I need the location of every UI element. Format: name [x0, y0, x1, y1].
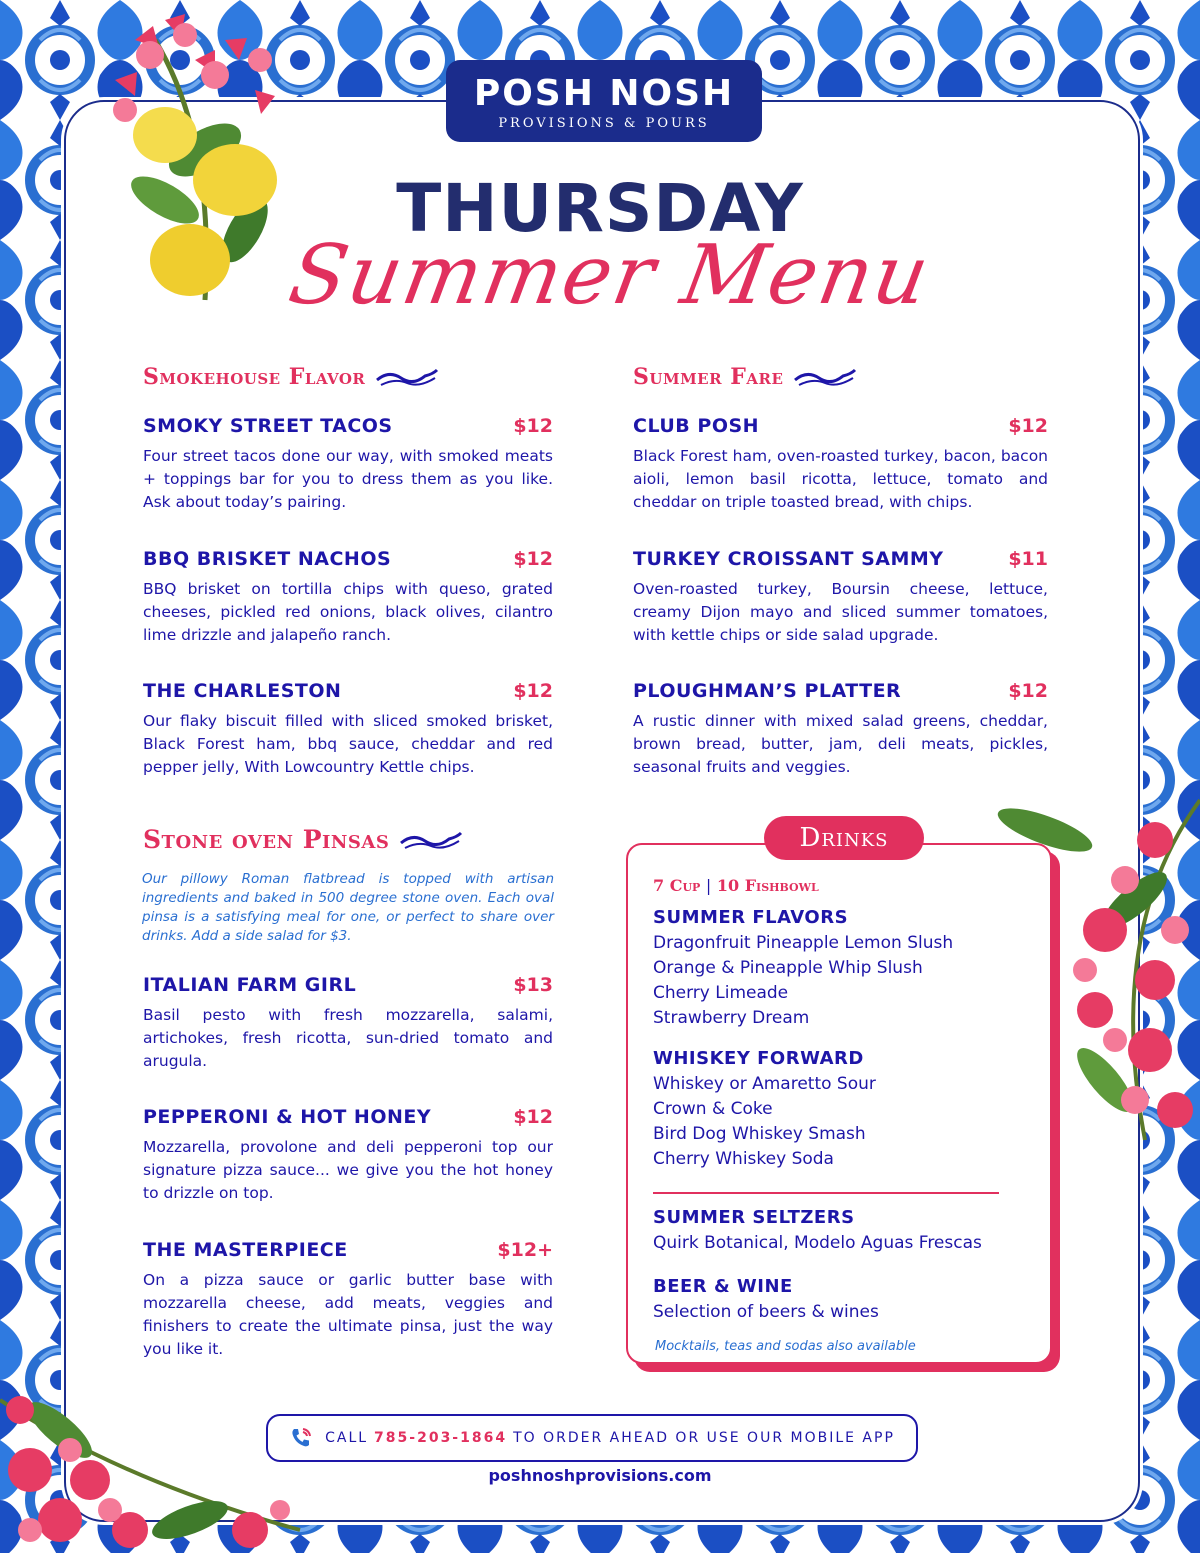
item-name: SMOKY STREET TACOS: [143, 415, 393, 437]
drink-item: Cherry Whiskey Soda: [653, 1149, 834, 1169]
item-name: BBQ BRISKET NACHOS: [143, 548, 392, 570]
drink-group-title: SUMMER SELTZERS: [653, 1207, 855, 1228]
item-price: $12: [513, 415, 553, 437]
brand-logo: [446, 60, 762, 142]
drink-item: Strawberry Dream: [653, 1008, 810, 1028]
drink-group-beer-wine: [653, 1276, 1013, 1325]
item-description: Four street tacos done our way, with smoked meats + toppings bar for you to dress them as you like. Ask about today’s pairing.: [143, 447, 553, 511]
bottom-flower-decoration-icon: [0, 1370, 320, 1553]
drink-item: Crown & Coke: [653, 1099, 773, 1119]
item-price: $12: [513, 548, 553, 570]
item-price: $12: [1008, 680, 1048, 702]
item-price: $12+: [497, 1239, 553, 1261]
section-heading-pinsas: [143, 825, 463, 854]
drink-item: Quirk Botanical, Modelo Aguas Frescas: [653, 1233, 982, 1253]
drinks-divider: [653, 1192, 999, 1194]
menu-script-title: Summer Menu: [282, 228, 938, 323]
item-name: THE MASTERPIECE: [143, 1239, 348, 1261]
phone-number-link[interactable]: 785-203-1864: [374, 1430, 508, 1446]
section-heading-text: Summer Fare: [633, 364, 784, 390]
drink-item: Cherry Limeade: [653, 983, 789, 1003]
item-description: Mozzarella, provolone and deli pepperoni top our signature pizza sauce... we give you the hot honey to drizzle on top.: [143, 1138, 553, 1202]
section-heading-text: Smokehouse Flavor: [143, 364, 366, 390]
item-name: THE CHARLESTON: [143, 680, 342, 702]
item-price: $12: [513, 680, 553, 702]
wave-flourish-icon: [399, 829, 463, 851]
item-description: Our flaky biscuit filled with sliced smoked brisket, Black Forest ham, bbq sauce, cheddar and red pepper jelly, With Lowcountry Kettle chips.: [143, 712, 553, 776]
brand-name: POSH NOSH: [473, 73, 735, 114]
item-description: On a pizza sauce or garlic butter base with mozzarella cheese, add meats, veggies and finishers to create the ultimate pinsa, just the way you like it.: [143, 1271, 553, 1358]
item-price: $12: [1008, 415, 1048, 437]
size-separator: |: [705, 876, 712, 895]
menu-day-title: THURSDAY: [396, 170, 804, 247]
size-cup: 7 Cup: [653, 876, 701, 895]
menu-item: [143, 415, 553, 514]
drink-item: Bird Dog Whiskey Smash: [653, 1124, 866, 1144]
item-price: $13: [513, 974, 553, 996]
item-description: Basil pesto with fresh mozzarella, salami, artichokes, fresh ricotta, sun-dried tomato and arugula.: [143, 1006, 553, 1070]
drink-group-title: BEER & WINE: [653, 1276, 793, 1297]
size-fishbowl: 10 Fishbowl: [716, 876, 819, 895]
item-description: Black Forest ham, oven-roasted turkey, bacon, bacon aioli, lemon basil ricotta, lettuce, tomato and cheddar on triple toasted bread, with chips.: [633, 447, 1048, 511]
drink-item: Orange & Pineapple Whip Slush: [653, 958, 923, 978]
item-name: TURKEY CROISSANT SAMMY: [633, 548, 944, 570]
drink-group-title: WHISKEY FORWARD: [653, 1048, 864, 1069]
item-description: Oven-roasted turkey, Boursin cheese, lettuce, creamy Dijon mayo and sliced summer tomatoes, with kettle chips or side salad upgrade.: [633, 580, 1048, 644]
drink-group-summer-flavors: [653, 907, 1013, 1031]
menu-item: [633, 415, 1048, 514]
drink-sizes: [653, 876, 819, 895]
call-prefix: CALL: [325, 1430, 369, 1446]
drink-item: Selection of beers & wines: [653, 1302, 879, 1322]
item-name: PLOUGHMAN’S PLATTER: [633, 680, 902, 702]
item-name: ITALIAN FARM GIRL: [143, 974, 357, 996]
item-price: $12: [513, 1106, 553, 1128]
item-price: $11: [1008, 548, 1048, 570]
drinks-tag: Drinks: [764, 816, 924, 860]
section-heading-smokehouse: [143, 364, 439, 390]
menu-item: [633, 680, 1048, 779]
menu-item: [143, 974, 553, 1073]
menu-item: [143, 680, 553, 779]
drink-group-whiskey-forward: [653, 1048, 1013, 1172]
call-suffix: TO ORDER AHEAD OR USE OUR MOBILE APP: [513, 1430, 895, 1446]
phone-icon: [289, 1426, 313, 1450]
drink-group-seltzers: [653, 1207, 1013, 1256]
drink-item: Whiskey or Amaretto Sour: [653, 1074, 876, 1094]
wave-flourish-icon: [793, 366, 857, 388]
pinsa-intro-text: Our pillowy Roman flatbread is topped with artisan ingredients and baked in 500 degree stone oven. Each oval pinsa is a satisfying meal for one, or perfect to share over drinks. Add a side salad for $3.: [142, 871, 554, 944]
item-description: A rustic dinner with mixed salad greens, cheddar, brown bread, butter, jam, deli meats, pickles, seasonal fruits and veggies.: [633, 712, 1048, 776]
menu-item: [143, 548, 553, 647]
section-heading-text: Stone oven Pinsas: [143, 825, 390, 854]
website-link[interactable]: poshnoshprovisions.com: [488, 1466, 712, 1485]
drinks-footnote: Mocktails, teas and sodas also available: [655, 1339, 916, 1354]
section-heading-summer-fare: [633, 364, 857, 390]
item-name: CLUB POSH: [633, 415, 760, 437]
wave-flourish-icon: [375, 366, 439, 388]
item-description: BBQ brisket on tortilla chips with queso, grated cheeses, pickled red onions, black olives, cilantro lime drizzle and jalapeño ranch.: [143, 580, 553, 644]
menu-item: [633, 548, 1048, 647]
menu-item: [143, 1106, 553, 1205]
brand-tagline: PROVISIONS & POURS: [498, 116, 710, 131]
call-to-order-bar: [266, 1414, 918, 1462]
drink-group-title: SUMMER FLAVORS: [653, 907, 849, 928]
item-name: PEPPERONI & HOT HONEY: [143, 1106, 432, 1128]
drink-item: Dragonfruit Pineapple Lemon Slush: [653, 933, 954, 953]
menu-item: [143, 1239, 553, 1361]
